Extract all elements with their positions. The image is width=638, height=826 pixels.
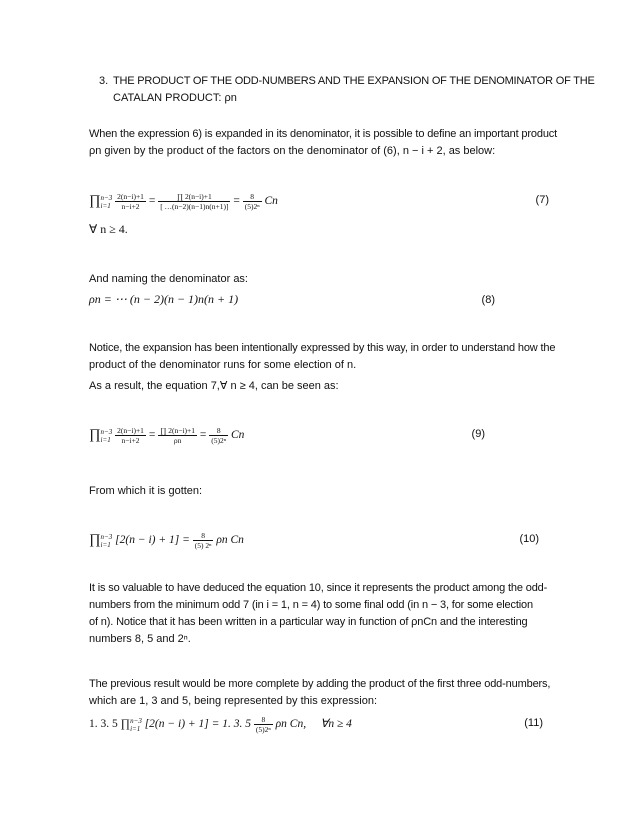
paragraph-3-line2: product of the denominator runs for some election of n. [89, 359, 357, 371]
product-upper-limit: n−3 [100, 427, 113, 436]
paragraph-6-line4: numbers 8, 5 and 2ⁿ. [89, 633, 191, 645]
paragraph-7-line2: which are 1, 3 and 5, being represented by this expression: [89, 695, 378, 707]
equation-8-number: (8) [481, 294, 495, 306]
eq9-lhs-denominator: n−i+2 [121, 436, 140, 445]
eq11-frac-numerator: 8 [254, 715, 273, 725]
eq7-rhs-numerator: 8 [243, 192, 262, 202]
eq10-lhs: [2(n − i) + 1] = [115, 534, 190, 547]
equation-8-body: ρn = ⋯ (n − 2)(n − 1)n(n + 1) [89, 292, 239, 306]
eq9-mid-numerator: ∏ 2(n−i)+1 [160, 426, 196, 435]
eq11-lhs: 1. 3. 5 ∏ [89, 718, 131, 731]
product-upper-limit: n−3 [100, 193, 113, 202]
equation-11-body [89, 715, 352, 734]
equation-9 [89, 426, 549, 448]
equation-10-body: ∏n−3 i=1 [2(n − i) + 1] = $\frac{8}{\text{(5) 2ⁿ}}$ ρn Cn [89, 531, 244, 550]
paragraph-3-line1: Notice, the expansion has been intentionally expressed by this way, in order to understand how the [89, 342, 556, 354]
paragraph-1-line1: When the expression 6) is expanded in its denominator, it is possible to define an important product [89, 128, 558, 140]
equation-7-condition: ∀ n ≥ 4. [89, 222, 128, 236]
paragraph-6-line1: It is so valuable to have deduced the equation 10, since it represents the product among the odd- [89, 582, 548, 594]
product-upper-limit: n−3 [130, 716, 142, 725]
paragraph-6 [89, 580, 549, 648]
section-number: 3. [99, 75, 109, 87]
equation-11 [89, 715, 549, 737]
paragraph-6-line3: of n). Notice that it has been written in a particular way in function of ρnCn and the interesting [89, 616, 528, 628]
paragraph-6-line2: numbers from the minimum odd 7 (in i = 1, n = 4) to some final odd (in n − 3, for some election [89, 599, 533, 611]
eq7-rhs-tail: Cn [264, 195, 278, 208]
equation-9-number: (9) [471, 428, 485, 440]
paragraph-2: And naming the denominator as: [89, 273, 248, 285]
product-upper-limit: n−3 [100, 532, 113, 541]
eq9-lhs-numerator: 2(n−i)+1 [117, 426, 144, 435]
section-title-line1: THE PRODUCT OF THE ODD-NUMBERS AND THE EXPANSION OF THE DENOMINATOR OF THE [113, 75, 595, 87]
eq9-rhs-denominator: (5)2ⁿ [211, 436, 227, 445]
eq9-rhs-tail: Cn [231, 429, 245, 442]
product-lower-limit: i=1 [130, 724, 141, 733]
equation-7-body: ∏n−3 i=1 $\frac{2(n-i)+1}{n-i+2}$ = $\frac{\prod 2(n-i)+1}{[ \dots(n-2)(n-1)n(n+1)]}$ = $\frac{8}{\text{(5)2ⁿ}}$ Cn [89, 192, 278, 211]
paragraph-7 [89, 676, 549, 710]
eq11-mid: [2(n − i) + 1] = 1. 3. 5 [144, 718, 252, 731]
paragraph-7-line1: The previous result would be more complete by adding the product of the first three odd-numbers, [89, 678, 551, 690]
eq11-tail: ρn Cn, ∀n ≥ 4 [275, 718, 352, 731]
eq7-lhs-denominator: n−i+2 [121, 202, 140, 211]
equation-7-number: (7) [535, 194, 549, 206]
eq7-mid-denominator: [ …(n−2)(n−1)n(n+1)] [160, 202, 229, 211]
eq9-rhs-numerator: 8 [209, 426, 228, 436]
section-title-line2: CATALAN PRODUCT: ρn [113, 92, 237, 104]
eq7-lhs-numerator: 2(n−i)+1 [117, 192, 144, 201]
equation-8 [89, 292, 549, 314]
eq10-frac-numerator: 8 [193, 531, 214, 541]
eq9-mid-denominator: ρn [173, 436, 182, 445]
paragraph-1-line2: ρn given by the product of the factors on the denominator of (6), n − i + 2, as below: [89, 145, 496, 157]
paragraph-5: From which it is gotten: [89, 485, 203, 497]
equation-9-body: ∏n−3 i=1 $\frac{2(n-i)+1}{n-i+2}$ = $\frac{\prod 2(n-i)+1}{\rho n}$ = $\frac{8}{\text{(5)2ⁿ}}$ Cn [89, 426, 245, 445]
eq10-tail: ρn Cn [216, 534, 244, 547]
paragraph-3 [89, 340, 556, 374]
product-lower-limit: i=1 [100, 201, 111, 210]
eq7-rhs-denominator: (5)2ⁿ [244, 202, 260, 211]
equation-10 [89, 531, 549, 553]
eq7-mid-numerator: ∏ 2(n−i)+1 [158, 192, 230, 202]
section-heading [99, 73, 595, 107]
equation-11-number: (11) [524, 717, 543, 729]
equation-7 [89, 192, 549, 214]
paragraph-4: As a result, the equation 7,∀ n ≥ 4, can be seen as: [89, 380, 339, 392]
paragraph-1 [89, 126, 558, 160]
eq10-frac-denominator: (5) 2ⁿ [194, 541, 212, 550]
equation-10-number: (10) [519, 533, 539, 545]
product-lower-limit: i=1 [100, 435, 111, 444]
eq11-frac-denominator: (5)2ⁿ [255, 725, 271, 734]
product-lower-limit: i=1 [100, 540, 111, 549]
